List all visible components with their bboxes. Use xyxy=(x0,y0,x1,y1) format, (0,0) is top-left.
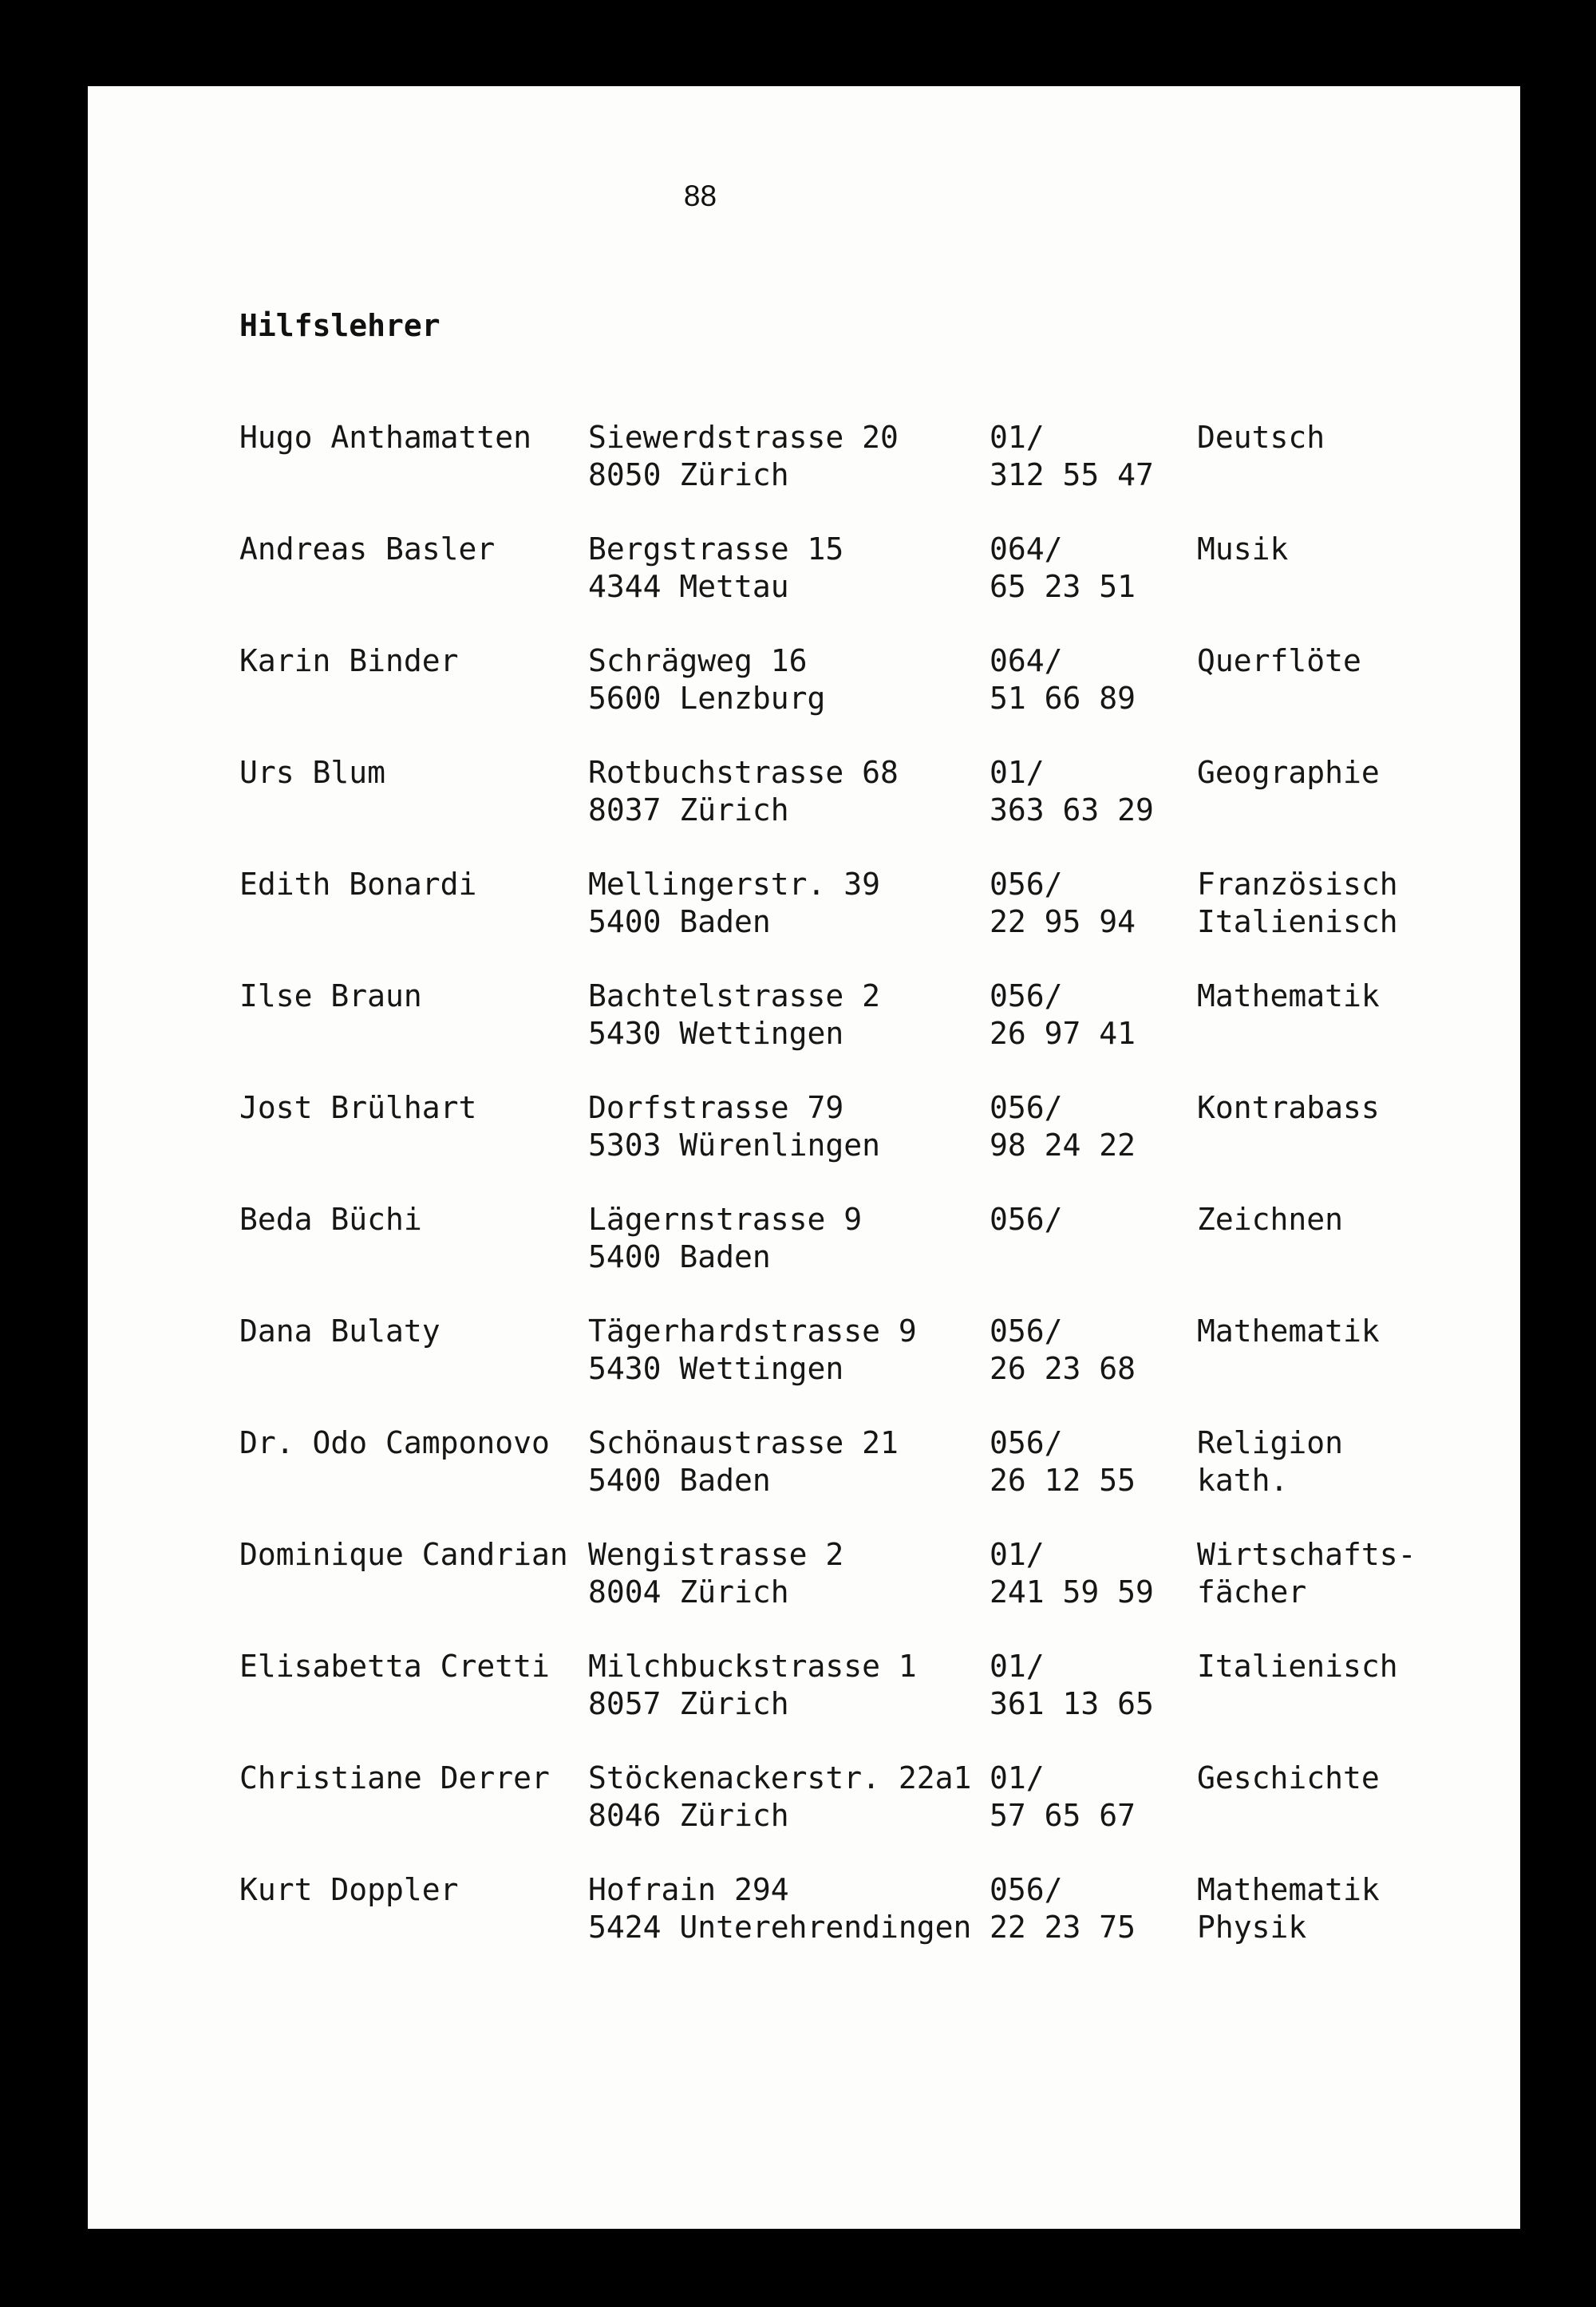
teacher-subject xyxy=(1197,531,1288,605)
city-line: 4344 Mettau xyxy=(588,568,789,604)
city-line: 8037 Zürich xyxy=(588,792,789,828)
subject-line-2 xyxy=(1197,1350,1380,1388)
phone-number xyxy=(990,1238,1063,1276)
teacher-phone xyxy=(990,754,1154,828)
phone-number: 57 65 67 xyxy=(990,1797,1136,1833)
list-item xyxy=(239,866,1500,978)
street-line: Wengistrasse 2 xyxy=(588,1537,844,1572)
name-line: Jost Brülhart xyxy=(239,1090,477,1125)
teacher-phone xyxy=(990,1648,1154,1722)
teacher-subject xyxy=(1197,1313,1380,1387)
teacher-address xyxy=(588,1424,899,1499)
teacher-address xyxy=(588,1313,917,1387)
phone-number: 363 63 29 xyxy=(990,792,1154,828)
subject-line-2: Physik xyxy=(1197,1909,1307,1945)
teacher-list xyxy=(239,419,1500,1983)
list-item xyxy=(239,978,1500,1089)
teacher-subject xyxy=(1197,754,1380,828)
street-line: Schrägweg 16 xyxy=(588,643,808,678)
area-code: 056/ xyxy=(990,1090,1063,1125)
teacher-name xyxy=(239,1648,550,1685)
name-line: Dominique Candrian xyxy=(239,1537,568,1572)
teacher-phone xyxy=(990,1089,1136,1163)
teacher-phone xyxy=(990,1536,1154,1610)
teacher-address xyxy=(588,1648,917,1722)
teacher-address xyxy=(588,978,880,1052)
teacher-subject xyxy=(1197,1424,1343,1499)
subject-line: Querflöte xyxy=(1197,643,1361,678)
city-line: 5600 Lenzburg xyxy=(588,680,826,716)
subject-line: Musik xyxy=(1197,531,1289,567)
list-item xyxy=(239,1089,1500,1201)
document-page xyxy=(88,86,1520,2229)
area-code: 056/ xyxy=(990,1313,1063,1349)
list-item xyxy=(239,531,1500,642)
city-line: 5400 Baden xyxy=(588,1462,771,1498)
list-item xyxy=(239,1201,1500,1313)
subject-line: Religion xyxy=(1197,1425,1344,1460)
area-code: 056/ xyxy=(990,1202,1063,1237)
teacher-name xyxy=(239,1871,459,1909)
area-code: 01/ xyxy=(990,1537,1045,1572)
subject-line-2 xyxy=(1197,1685,1398,1723)
phone-number: 22 95 94 xyxy=(990,903,1136,939)
subject-line: Mathematik xyxy=(1197,978,1380,1013)
name-line: Urs Blum xyxy=(239,755,386,790)
subject-line: Französisch xyxy=(1197,867,1398,902)
area-code: 01/ xyxy=(990,420,1045,455)
name-line: Dr. Odo Camponovo xyxy=(239,1425,550,1460)
teacher-name xyxy=(239,642,459,680)
teacher-subject xyxy=(1197,1871,1380,1946)
teacher-address xyxy=(588,1201,862,1275)
subject-line-2 xyxy=(1197,456,1325,494)
city-line: 5400 Baden xyxy=(588,1238,771,1274)
street-line: Stöckenackerstr. 22a1 xyxy=(588,1760,972,1795)
street-line: Rotbuchstrasse 68 xyxy=(588,755,899,790)
subject-line: Zeichnen xyxy=(1197,1202,1344,1237)
subject-line: Geschichte xyxy=(1197,1760,1380,1795)
subject-line-2 xyxy=(1197,1797,1380,1835)
area-code: 056/ xyxy=(990,1425,1063,1460)
teacher-subject xyxy=(1197,1536,1416,1610)
list-item xyxy=(239,1871,1500,1983)
name-line: Dana Bulaty xyxy=(239,1313,440,1349)
street-line: Dorfstrasse 79 xyxy=(588,1090,844,1125)
teacher-address xyxy=(588,531,843,605)
subject-line-2 xyxy=(1197,1127,1380,1164)
subject-line: Kontrabass xyxy=(1197,1090,1380,1125)
teacher-phone xyxy=(990,1201,1063,1275)
subject-line: Geographie xyxy=(1197,755,1380,790)
list-item xyxy=(239,419,1500,531)
phone-number: 22 23 75 xyxy=(990,1909,1136,1945)
phone-number: 65 23 51 xyxy=(990,568,1136,604)
teacher-address xyxy=(588,1536,843,1610)
subject-line-2 xyxy=(1197,792,1380,829)
area-code: 056/ xyxy=(990,978,1063,1013)
teacher-name xyxy=(239,1760,550,1797)
teacher-subject xyxy=(1197,1760,1380,1834)
phone-number: 241 59 59 xyxy=(990,1574,1154,1610)
name-line: Kurt Doppler xyxy=(239,1872,459,1907)
teacher-address xyxy=(588,419,899,493)
list-item xyxy=(239,1648,1500,1760)
teacher-phone xyxy=(990,866,1136,940)
teacher-subject xyxy=(1197,1089,1380,1163)
subject-line-2 xyxy=(1197,568,1288,606)
teacher-name xyxy=(239,1313,440,1350)
street-line: Mellingerstr. 39 xyxy=(588,867,881,902)
name-line: Andreas Basler xyxy=(239,531,496,567)
phone-number: 51 66 89 xyxy=(990,680,1136,716)
street-line: Milchbuckstrasse 1 xyxy=(588,1649,917,1684)
city-line: 5430 Wettingen xyxy=(588,1015,844,1051)
subject-line-2 xyxy=(1197,1238,1343,1276)
subject-line-2: fächer xyxy=(1197,1574,1307,1610)
teacher-phone xyxy=(990,1760,1136,1834)
name-line: Elisabetta Cretti xyxy=(239,1649,550,1684)
subject-line: Mathematik xyxy=(1197,1313,1380,1349)
teacher-name xyxy=(239,1536,568,1574)
street-line: Tägerhardstrasse 9 xyxy=(588,1313,917,1349)
teacher-subject xyxy=(1197,866,1398,940)
teacher-name xyxy=(239,1201,422,1238)
list-item xyxy=(239,1313,1500,1424)
name-line: Christiane Derrer xyxy=(239,1760,550,1795)
area-code: 056/ xyxy=(990,1872,1063,1907)
list-item xyxy=(239,1536,1500,1648)
name-line: Edith Bonardi xyxy=(239,867,477,902)
list-item xyxy=(239,754,1500,866)
city-line: 8046 Zürich xyxy=(588,1797,789,1833)
teacher-subject xyxy=(1197,419,1325,493)
name-line: Ilse Braun xyxy=(239,978,422,1013)
teacher-name xyxy=(239,978,422,1015)
subject-line: Italienisch xyxy=(1197,1649,1398,1684)
street-line: Bachtelstrasse 2 xyxy=(588,978,881,1013)
teacher-subject xyxy=(1197,1201,1343,1275)
teacher-name xyxy=(239,1089,476,1127)
city-line: 5303 Würenlingen xyxy=(588,1127,881,1163)
city-line: 5430 Wettingen xyxy=(588,1350,844,1386)
phone-number: 26 12 55 xyxy=(990,1462,1136,1498)
teacher-phone xyxy=(990,978,1136,1052)
area-code: 01/ xyxy=(990,1649,1045,1684)
teacher-name xyxy=(239,866,476,903)
teacher-address xyxy=(588,1089,880,1163)
subject-line: Mathematik xyxy=(1197,1872,1380,1907)
list-item xyxy=(239,1424,1500,1536)
teacher-address xyxy=(588,1871,971,1946)
street-line: Hofrain 294 xyxy=(588,1872,789,1907)
name-line: Karin Binder xyxy=(239,643,459,678)
page-number: 88 xyxy=(683,180,717,212)
subject-line: Deutsch xyxy=(1197,420,1325,455)
subject-line-2: Italienisch xyxy=(1197,903,1398,939)
name-line: Beda Büchi xyxy=(239,1202,422,1237)
area-code: 01/ xyxy=(990,755,1045,790)
phone-number: 361 13 65 xyxy=(990,1685,1154,1721)
street-line: Schönaustrasse 21 xyxy=(588,1425,899,1460)
list-item xyxy=(239,642,1500,754)
subject-line-2: kath. xyxy=(1197,1462,1289,1498)
subject-line-2 xyxy=(1197,680,1361,717)
area-code: 01/ xyxy=(990,1760,1045,1795)
teacher-phone xyxy=(990,1313,1136,1387)
city-line: 8004 Zürich xyxy=(588,1574,789,1610)
phone-number: 312 55 47 xyxy=(990,456,1154,492)
teacher-phone xyxy=(990,419,1154,493)
teacher-phone xyxy=(990,531,1136,605)
teacher-address xyxy=(588,866,880,940)
street-line: Lägernstrasse 9 xyxy=(588,1202,863,1237)
city-line: 5400 Baden xyxy=(588,903,771,939)
subject-line-2 xyxy=(1197,1015,1380,1053)
teacher-subject xyxy=(1197,1648,1398,1722)
area-code: 056/ xyxy=(990,867,1063,902)
teacher-subject xyxy=(1197,978,1380,1052)
section-heading: Hilfslehrer xyxy=(239,308,440,343)
subject-line: Wirtschafts- xyxy=(1197,1537,1416,1572)
teacher-name xyxy=(239,754,385,792)
teacher-name xyxy=(239,419,531,456)
teacher-phone xyxy=(990,642,1136,717)
city-line: 5424 Unterehrendingen xyxy=(588,1909,972,1945)
street-line: Bergstrasse 15 xyxy=(588,531,844,567)
teacher-phone xyxy=(990,1424,1136,1499)
teacher-address xyxy=(588,754,899,828)
phone-number: 98 24 22 xyxy=(990,1127,1136,1163)
name-line: Hugo Anthamatten xyxy=(239,420,532,455)
phone-number: 26 23 68 xyxy=(990,1350,1136,1386)
teacher-address xyxy=(588,1760,971,1834)
list-item xyxy=(239,1760,1500,1871)
area-code: 064/ xyxy=(990,531,1063,567)
teacher-subject xyxy=(1197,642,1361,717)
teacher-address xyxy=(588,642,825,717)
city-line: 8057 Zürich xyxy=(588,1685,789,1721)
teacher-phone xyxy=(990,1871,1136,1946)
street-line: Siewerdstrasse 20 xyxy=(588,420,899,455)
teacher-name xyxy=(239,1424,550,1462)
teacher-name xyxy=(239,531,495,568)
phone-number: 26 97 41 xyxy=(990,1015,1136,1051)
area-code: 064/ xyxy=(990,643,1063,678)
city-line: 8050 Zürich xyxy=(588,456,789,492)
